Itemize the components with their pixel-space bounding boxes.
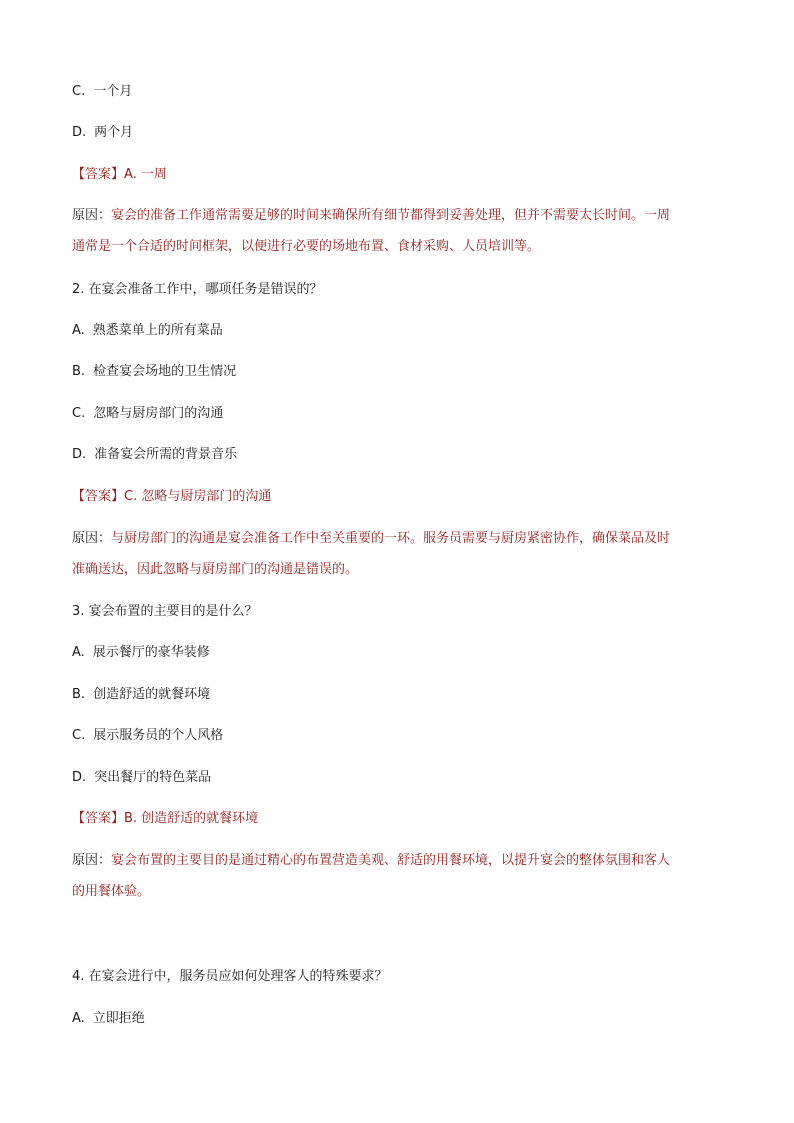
option-letter: B. (72, 364, 86, 379)
option-letter: A. (72, 1011, 85, 1026)
reason-text: 宴会布置的主要目的是通过精心的布置营造美观、舒适的用餐环境，以提升宴会的整体氛围和客人 (111, 853, 671, 868)
q3-reason-line2 (72, 882, 732, 902)
q2-option-b (72, 362, 732, 382)
option-text: 展示服务员的个人风格 (93, 728, 224, 743)
reason-prefix: 原因： (72, 531, 112, 546)
q3-option-b (72, 685, 732, 705)
q1-reason-line2 (72, 237, 732, 257)
option-letter: A. (72, 645, 85, 660)
option-letter: D. (72, 770, 87, 785)
option-text: 忽略与厨房部门的沟通 (93, 406, 224, 421)
q1-reason-line1 (72, 206, 732, 226)
q3-option-c (72, 726, 732, 746)
q2-reason-line1 (72, 529, 732, 549)
option-letter: C. (72, 728, 86, 743)
reason-text: 通常是一个合适的时间框架，以便进行必要的场地布置、食材采购、人员培训等。 (72, 239, 541, 254)
q2-question: 2. 在宴会准备工作中，哪项任务是错误的？ (72, 282, 323, 297)
q2-option-a (72, 321, 732, 341)
reason-text: 与厨房部门的沟通是宴会准备工作中至关重要的一环。服务员需要与厨房紧密协作，确保菜品及时 (111, 531, 671, 546)
q4-option-a (72, 1009, 732, 1029)
option-text: 创造舒适的就餐环境 (93, 687, 211, 702)
q1-option-d (72, 123, 732, 143)
option-text: 立即拒绝 (92, 1011, 145, 1026)
q2-answer: 【答案】C. 忽略与厨房部门的沟通 (72, 489, 272, 504)
q3-reason-line1 (72, 851, 732, 871)
option-text: 两个月 (94, 125, 134, 140)
q3-answer: 【答案】B. 创造舒适的就餐环境 (72, 811, 259, 826)
reason-text: 准确送达，因此忽略与厨房部门的沟通是错误的。 (72, 562, 359, 577)
option-text: 检查宴会场地的卫生情况 (93, 364, 237, 379)
option-letter: C. (72, 84, 86, 99)
option-letter: A. (72, 323, 85, 338)
option-letter: C. (72, 406, 86, 421)
q2-reason-line2 (72, 560, 732, 580)
q1-answer: 【答案】A. 一周 (72, 167, 167, 182)
option-text: 准备宴会所需的背景音乐 (94, 447, 238, 462)
q3-question: 3. 宴会布置的主要目的是什么？ (72, 604, 258, 619)
option-text: 熟悉菜单上的所有菜品 (92, 323, 223, 338)
option-letter: B. (72, 687, 86, 702)
option-text: 展示餐厅的豪华装修 (92, 645, 210, 660)
option-letter: D. (72, 125, 87, 140)
reason-prefix: 原因： (72, 853, 112, 868)
q3-option-d (72, 768, 732, 788)
q2-option-d (72, 445, 732, 465)
reason-text: 宴会的准备工作通常需要足够的时间来确保所有细节都得到妥善处理，但并不需要太长时间。一周 (111, 208, 671, 223)
option-text: 一个月 (93, 84, 133, 99)
q4-question: 4. 在宴会进行中，服务员应如何处理客人的特殊要求？ (72, 969, 388, 984)
q1-option-c (72, 82, 732, 102)
q3-option-a (72, 643, 732, 663)
reason-prefix: 原因： (72, 208, 112, 223)
q2-option-c (72, 404, 732, 424)
reason-text: 的用餐体验。 (72, 884, 151, 899)
option-letter: D. (72, 447, 87, 462)
option-text: 突出餐厅的特色菜品 (94, 770, 212, 785)
